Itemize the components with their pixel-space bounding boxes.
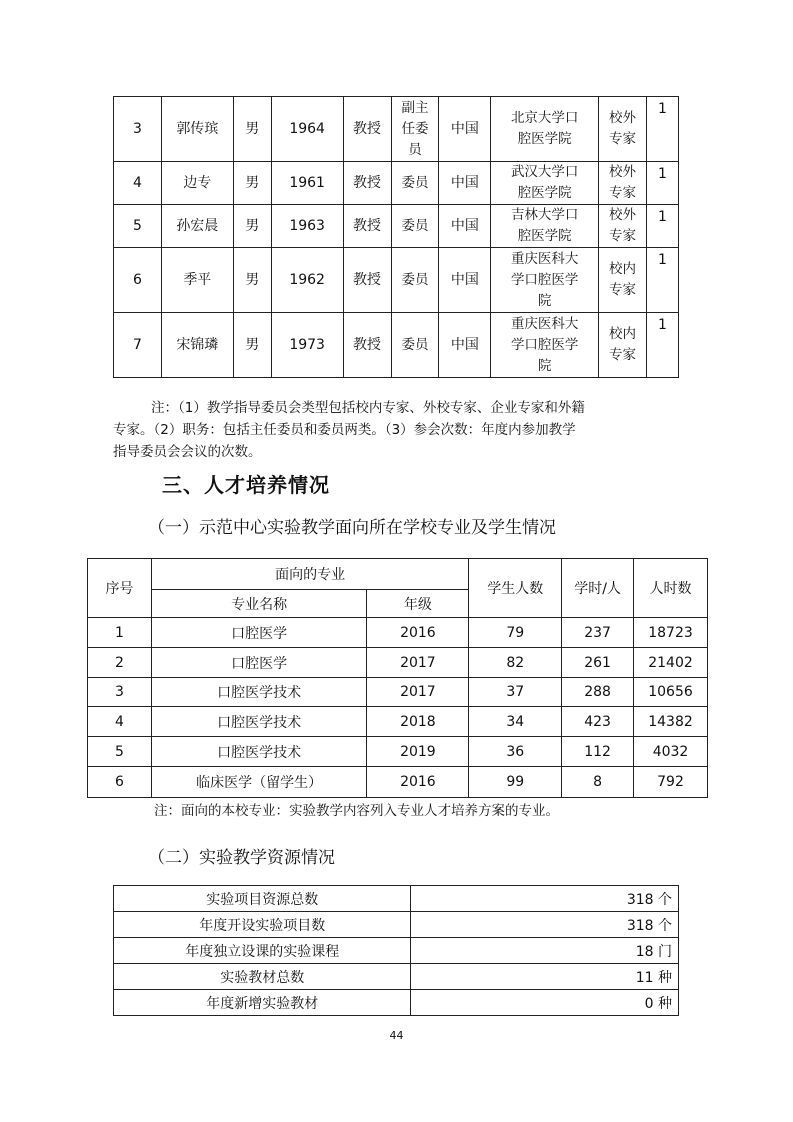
cell-birth-year: 1962	[271, 248, 343, 313]
cell-name: 边专	[161, 162, 233, 205]
table-row	[114, 912, 679, 938]
cell-students: 37	[469, 678, 562, 707]
cell-major: 口腔医学技术	[151, 678, 367, 707]
cell-grade: 2019	[367, 737, 469, 767]
cell-unit-line: 北京大学口	[510, 110, 579, 126]
cell-major: 口腔医学	[151, 618, 367, 648]
cell-post-line: 员	[408, 141, 422, 158]
cell-person-hours: 792	[634, 767, 708, 798]
cell-hours: 8	[562, 767, 634, 798]
table-row	[88, 618, 708, 648]
cell-resource-label: 实验项目资源总数	[114, 886, 411, 912]
cell-post-line: 委员	[401, 271, 429, 288]
cell-post	[391, 162, 439, 205]
cell-resource-value: 0 种	[411, 990, 679, 1016]
cell-unit-line: 腔医学院	[517, 228, 572, 244]
cell-type	[599, 205, 647, 248]
cell-name: 宋锦璘	[161, 313, 233, 378]
cell-students: 82	[469, 648, 562, 678]
cell-resource-label: 年度开设实验项目数	[114, 912, 411, 938]
cell-grade: 2016	[367, 618, 469, 648]
cell-major: 口腔医学技术	[151, 707, 367, 737]
cell-students: 79	[469, 618, 562, 648]
page-number: 44	[389, 1029, 404, 1042]
cell-title: 教授	[343, 97, 391, 162]
cell-country: 中国	[439, 248, 491, 313]
cell-no: 4	[114, 162, 162, 205]
cell-resource-label: 年度独立设课的实验课程	[114, 938, 411, 964]
cell-name: 孙宏晨	[161, 205, 233, 248]
cell-unit	[491, 97, 599, 162]
cell-post	[391, 313, 439, 378]
cell-title: 教授	[343, 205, 391, 248]
majors-note: 注：面向的本校专业：实验教学内容列入专业人才培养方案的专业。	[154, 803, 559, 819]
cell-gender: 男	[233, 205, 271, 248]
section-heading: 三、人才培养情况	[162, 473, 330, 497]
note-line: 指导委员会会议的次数。	[113, 444, 262, 460]
cell-resource-value: 318 个	[411, 912, 679, 938]
cell-country: 中国	[439, 97, 491, 162]
table-row	[88, 678, 708, 707]
header-major-name: 专业名称	[151, 590, 367, 618]
cell-birth-year: 1973	[271, 313, 343, 378]
cell-type	[599, 248, 647, 313]
header-person-hours: 人时数	[634, 559, 708, 618]
cell-unit-line: 吉林大学口	[510, 207, 579, 223]
cell-no: 5	[114, 205, 162, 248]
cell-no: 5	[88, 737, 152, 767]
cell-post	[391, 248, 439, 313]
cell-type-line: 专家	[609, 347, 637, 363]
note-line: 专家。（2）职务：包括主任委员和委员两类。（3）参会次数：年度内参加教学	[113, 422, 576, 438]
cell-unit-line: 院	[537, 292, 552, 309]
cell-hours: 237	[562, 618, 634, 648]
table-row	[114, 162, 679, 205]
cell-post-line: 委员	[401, 217, 429, 234]
cell-no: 1	[88, 618, 152, 648]
cell-students: 99	[469, 767, 562, 798]
cell-title: 教授	[343, 248, 391, 313]
header-major-group: 面向的专业	[151, 559, 468, 590]
cell-unit-line: 学口腔医学	[510, 271, 579, 288]
cell-unit-line: 学口腔医学	[510, 336, 579, 353]
cell-major: 临床医学（留学生）	[151, 767, 367, 798]
cell-birth-year: 1963	[271, 205, 343, 248]
cell-major: 口腔医学技术	[151, 737, 367, 767]
cell-grade: 2018	[367, 707, 469, 737]
cell-resource-label: 年度新增实验教材	[114, 990, 411, 1016]
cell-title: 教授	[343, 313, 391, 378]
cell-unit	[491, 162, 599, 205]
cell-gender: 男	[233, 313, 271, 378]
table-row	[114, 248, 679, 313]
cell-type-line: 校外	[609, 110, 637, 126]
table-row	[114, 313, 679, 378]
cell-post	[391, 205, 439, 248]
cell-resource-label: 实验教材总数	[114, 964, 411, 990]
cell-person-hours: 10656	[634, 678, 708, 707]
cell-name: 季平	[161, 248, 233, 313]
cell-post-line: 副主	[401, 99, 429, 116]
cell-no: 4	[88, 707, 152, 737]
cell-type-line: 专家	[609, 228, 637, 244]
cell-post-line: 委员	[401, 174, 429, 191]
table-row	[88, 767, 708, 798]
cell-type-line: 专家	[609, 282, 637, 298]
table-row	[88, 648, 708, 678]
cell-no: 3	[114, 97, 162, 162]
cell-type-line: 校内	[609, 326, 637, 342]
cell-unit-line: 腔医学院	[517, 131, 572, 147]
table-row	[114, 938, 679, 964]
cell-type-line: 专家	[609, 185, 637, 201]
cell-unit-line: 重庆医科大	[510, 250, 579, 267]
committee-members-table	[113, 96, 679, 378]
subsection-heading: （二）实验教学资源情况	[148, 848, 335, 868]
header-students: 学生人数	[469, 559, 562, 618]
cell-no: 6	[114, 248, 162, 313]
cell-gender: 男	[233, 97, 271, 162]
header-hours-per-person: 学时/人	[562, 559, 634, 618]
cell-hours: 288	[562, 678, 634, 707]
cell-sessions: 1	[646, 97, 678, 162]
cell-name: 郭传瑸	[161, 97, 233, 162]
cell-sessions: 1	[646, 248, 678, 313]
table-row	[114, 990, 679, 1016]
cell-sessions: 1	[646, 205, 678, 248]
cell-unit	[491, 313, 599, 378]
cell-sessions: 1	[646, 162, 678, 205]
cell-hours: 261	[562, 648, 634, 678]
cell-type-line: 校内	[609, 261, 637, 277]
table-row	[88, 737, 708, 767]
cell-unit-line: 武汉大学口	[510, 164, 579, 180]
cell-person-hours: 4032	[634, 737, 708, 767]
resources-table	[113, 885, 679, 1016]
majors-table	[87, 558, 708, 798]
cell-type	[599, 162, 647, 205]
cell-type-line: 专家	[609, 131, 637, 147]
cell-person-hours: 14382	[634, 707, 708, 737]
cell-resource-value: 11 种	[411, 964, 679, 990]
table-row	[114, 97, 679, 162]
cell-no: 7	[114, 313, 162, 378]
cell-unit-line: 重庆医科大	[510, 315, 579, 332]
cell-hours: 112	[562, 737, 634, 767]
note-line: 注：（1）教学指导委员会类型包括校内专家、外校专家、企业专家和外籍	[151, 400, 585, 416]
cell-sessions: 1	[646, 313, 678, 378]
cell-students: 34	[469, 707, 562, 737]
header-grade: 年级	[367, 590, 469, 618]
cell-no: 3	[88, 678, 152, 707]
cell-gender: 男	[233, 248, 271, 313]
cell-unit-line: 院	[537, 357, 552, 374]
cell-type-line: 校外	[609, 164, 637, 180]
cell-grade: 2016	[367, 767, 469, 798]
cell-type	[599, 313, 647, 378]
cell-grade: 2017	[367, 648, 469, 678]
cell-country: 中国	[439, 313, 491, 378]
cell-resource-value: 318 个	[411, 886, 679, 912]
cell-type	[599, 97, 647, 162]
cell-unit-line: 腔医学院	[517, 185, 572, 201]
cell-unit	[491, 248, 599, 313]
cell-country: 中国	[439, 162, 491, 205]
table-row	[114, 205, 679, 248]
cell-birth-year: 1964	[271, 97, 343, 162]
cell-gender: 男	[233, 162, 271, 205]
cell-post	[391, 97, 439, 162]
cell-no: 2	[88, 648, 152, 678]
cell-title: 教授	[343, 162, 391, 205]
table-row	[114, 964, 679, 990]
cell-hours: 423	[562, 707, 634, 737]
cell-no: 6	[88, 767, 152, 798]
subsection-heading: （一）示范中心实验教学面向所在学校专业及学生情况	[148, 518, 556, 538]
cell-post-line: 任委	[401, 120, 429, 137]
cell-person-hours: 21402	[634, 648, 708, 678]
cell-students: 36	[469, 737, 562, 767]
cell-grade: 2017	[367, 678, 469, 707]
cell-major: 口腔医学	[151, 648, 367, 678]
table-row	[114, 886, 679, 912]
cell-country: 中国	[439, 205, 491, 248]
cell-unit	[491, 205, 599, 248]
cell-person-hours: 18723	[634, 618, 708, 648]
committee-note	[113, 397, 693, 463]
table-row	[88, 707, 708, 737]
header-no: 序号	[88, 559, 152, 618]
cell-post-line: 委员	[401, 336, 429, 353]
cell-type-line: 校外	[609, 207, 637, 223]
cell-resource-value: 18 门	[411, 938, 679, 964]
cell-birth-year: 1961	[271, 162, 343, 205]
